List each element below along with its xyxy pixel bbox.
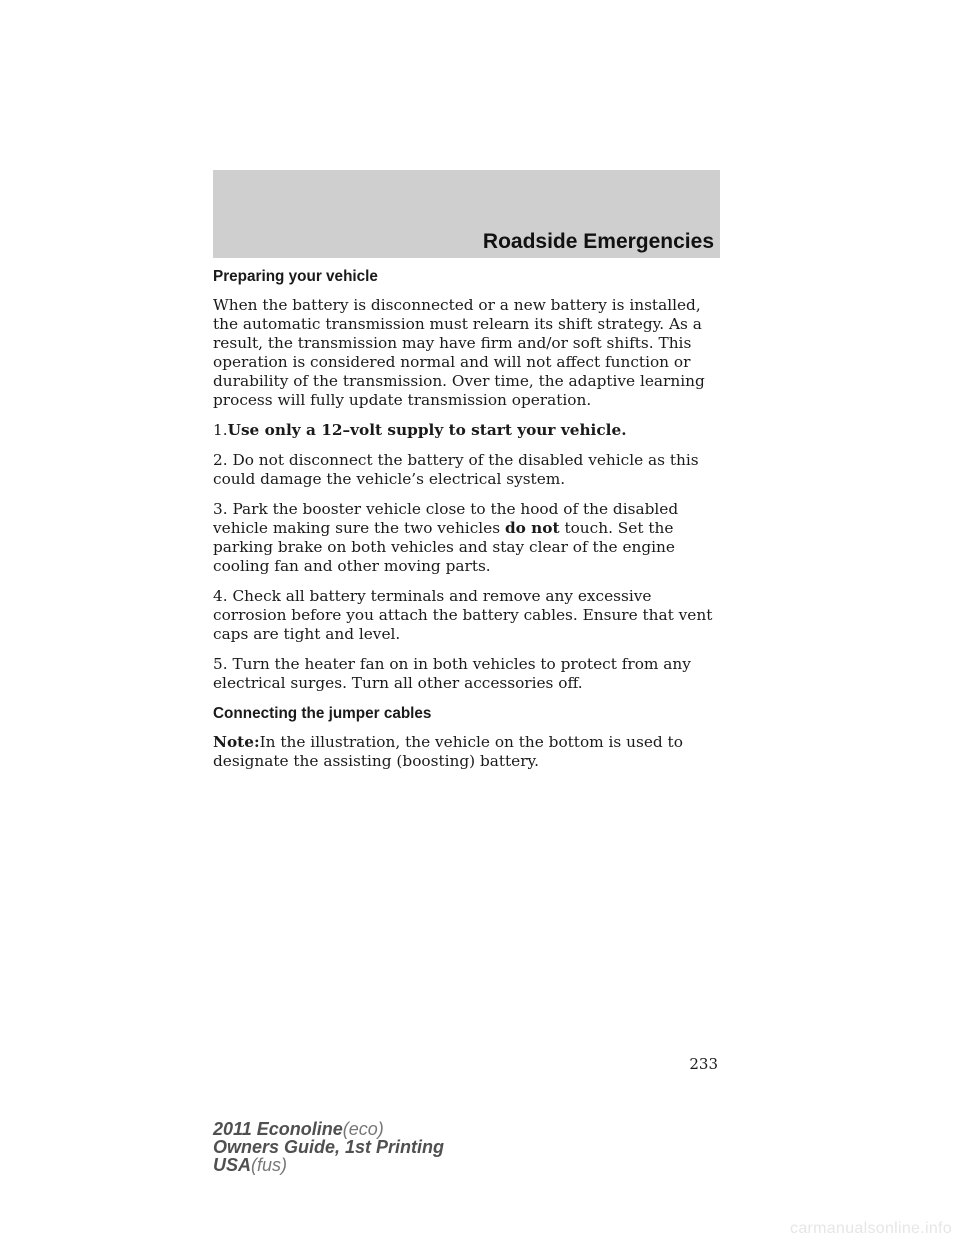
step-5: 5. Turn the heater fan on in both vehicles to protect from any electrical surges. Turn all other accessories off. — [213, 655, 691, 692]
footer-model: 2011 Econoline — [213, 1119, 343, 1139]
page-content — [213, 267, 723, 782]
footer-line-market — [213, 1156, 444, 1174]
step-3-text-end: touch. Set the parking brake on both vehicles and stay clear of the engine cooling fan and other moving parts. — [213, 519, 675, 575]
footer-model-code: (eco) — [342, 1119, 384, 1139]
note — [213, 733, 723, 771]
step-4: 4. Check all battery terminals and remove any excessive corrosion before you attach the battery cables. Ensure that vent caps are tight and level. — [213, 587, 713, 643]
section-header-band — [213, 170, 720, 258]
step-3-emphasis: do not — [504, 519, 560, 537]
footer-line-model — [213, 1120, 444, 1138]
paragraph-transmission-relearn: When the battery is disconnected or a new battery is installed, the automatic transmission must relearn its shift strategy. As a result, the transmission may have firm and/or soft shifts. This operation is considered normal and will not affect function or durability of the transmission. Over time, the adaptive learning process will fully update transmission operation. — [213, 296, 705, 409]
note-label: Note: — [213, 733, 260, 751]
print-footer — [213, 1120, 444, 1174]
page-number: 233 — [689, 1055, 718, 1073]
note-text: In the illustration, the vehicle on the bottom is used to designate the assisting (boosting) battery. — [213, 733, 683, 770]
footer-line-guide: Owners Guide, 1st Printing — [213, 1137, 445, 1157]
step-1-number: 1. — [213, 421, 228, 439]
step-2: 2. Do not disconnect the battery of the disabled vehicle as this could damage the vehicle’s electrical system. — [213, 451, 699, 488]
step-1 — [213, 421, 723, 440]
step-3 — [213, 500, 723, 576]
watermark: carmanualsonline.info — [790, 1220, 952, 1237]
footer-market: USA — [213, 1155, 252, 1175]
step-3-text-start: 3. Park the booster vehicle close to the hood of the disabled vehicle making sure the two vehicles — [213, 500, 679, 537]
heading-connecting-cables: Connecting the jumper cables — [213, 705, 432, 722]
section-title: Roadside Emergencies — [482, 230, 714, 253]
heading-preparing-vehicle: Preparing your vehicle — [213, 268, 378, 285]
footer-market-code: (fus) — [251, 1155, 288, 1175]
step-1-text: Use only a 12–volt supply to start your vehicle. — [227, 421, 627, 439]
